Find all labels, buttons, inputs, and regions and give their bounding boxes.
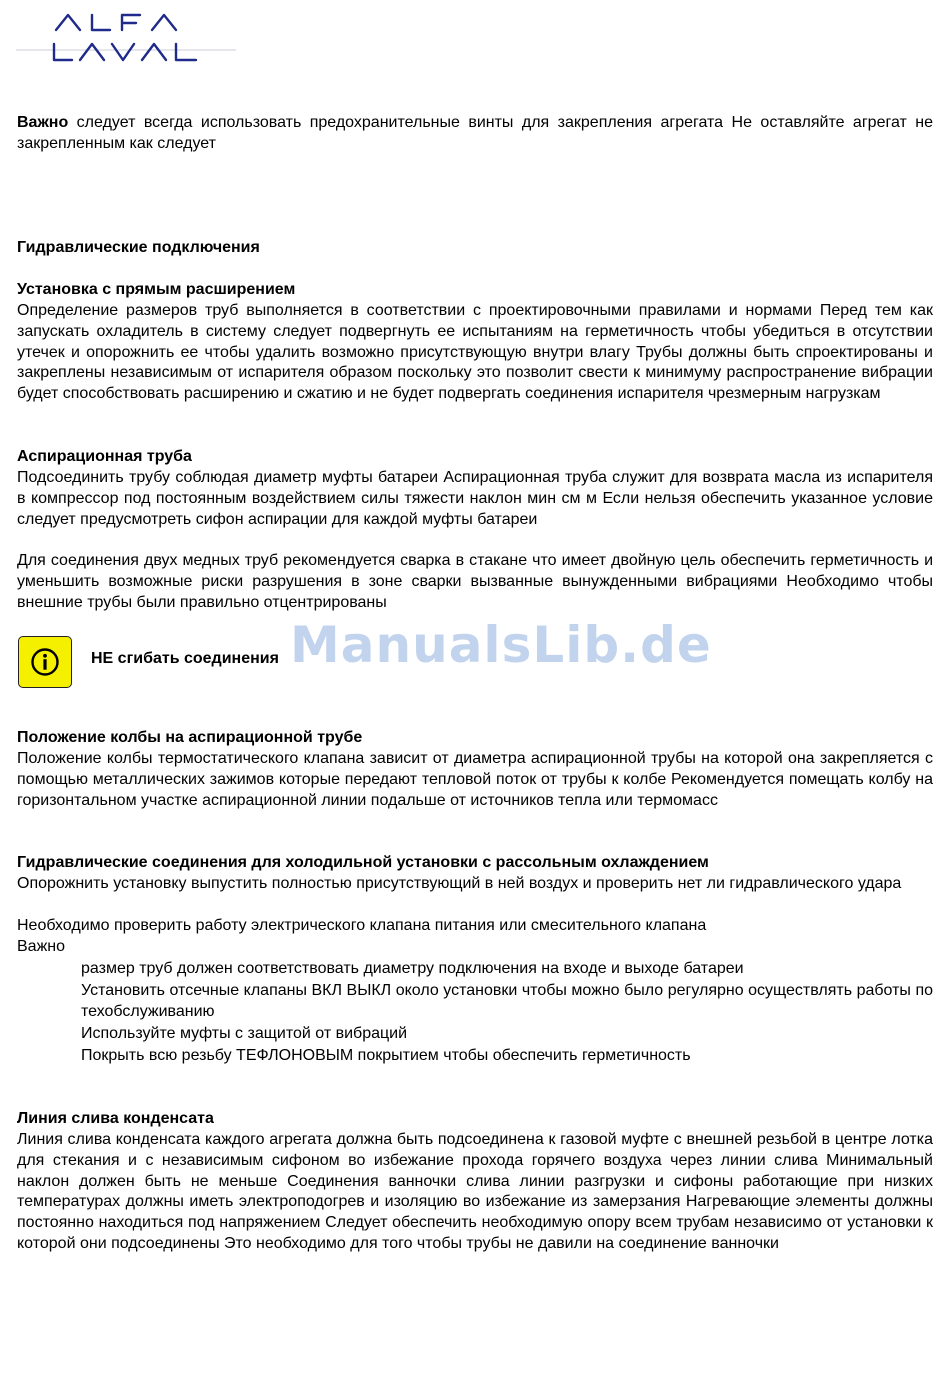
condensate-text: Линия слива конденсата каждого агрегата должна быть подсоединена к газовой муфте с внешней резьбой в центре лотка для стекания и с независимым сифоном во избежание прохода горячего воздуха через линии слива Минимальный наклон должен быть не меньше Соединения ванночки слива линии разгрузки и сифоны работающие при низких температурах должны иметь электроподогрев и изоляцию во избежание из замерзания Нагревающие элементы должны постоянно находиться под напряжением Следует обеспечить необходимую опору всем трубам независимо от установки к которой они подсоединены Это необходимо для того чтобы трубы не давили на соединение ванночки	[17, 1131, 933, 1252]
list-item: размер труб должен соответствовать диаметру подключения на входе и выходе батареи	[81, 960, 744, 977]
alfa-laval-logo	[16, 6, 236, 68]
suction-pipe-text-1: Подсоединить трубу соблюдая диаметр муфты батареи Аспирационная труба служит для возврата масла из испарителя в компрессор под постоянным воздействием силы тяжести наклон мин см м Если нельзя обеспечить указанное условие следует предусмотреть сифон аспирации для каждой муфты батареи	[17, 469, 933, 528]
section-title-hydraulic: Гидравлические подключения	[17, 239, 260, 256]
section-title-condensate: Линия слива конденсата	[17, 1110, 214, 1127]
important-text: следует всегда использовать предохранительные винты для закрепления агрегата Не оставляйте агрегат не закрепленным как следует	[17, 114, 933, 152]
section-title-suction-pipe: Аспирационная труба	[17, 448, 192, 465]
important-label: Важно	[17, 114, 69, 131]
list-item: Используйте муфты с защитой от вибраций	[81, 1025, 408, 1042]
list-item: Покрыть всю резьбу ТЕФЛОНОВЫМ покрытием чтобы обеспечить герметичность	[81, 1047, 691, 1064]
direct-expansion-text: Определение размеров труб выполняется в соответствии с проектировочными правилами и нормами Перед тем как запускать охладитель в систему следует подвергнуть ее испытаниям на герметичность чтобы убедиться в отсутствии утечек и опорожнить ее чтобы удалить возможно присутствующую внутри влагу Трубы должны быть спроектированы и закреплены независимым от испарителя образом поскольку это позволит свести к минимуму распространение вибрации будет способствовать расширению и сжатию и не будет подвергать соединения испарителя чрезмерным нагрузкам	[17, 302, 933, 403]
list-item: Установить отсечные клапаны ВКЛ ВЫКЛ около установки чтобы можно было регулярно осуществлять работы по техобслуживанию	[81, 982, 933, 1020]
section-title-bulb-position: Положение колбы на аспирационной трубе	[17, 729, 363, 746]
suction-pipe-text-2: Для соединения двух медных труб рекомендуется сварка в стакане что имеет двойную цель обеспечить герметичность и уменьшить возможные риски разрушения в зоне сварки вызванные вынужденными вибрациями Необходимо чтобы внешние трубы были правильно отцентрированы	[17, 552, 933, 611]
section-title-direct-expansion: Установка с прямым расширением	[17, 281, 296, 298]
important-note	[17, 113, 933, 155]
info-icon	[18, 636, 72, 688]
notice-text: НЕ сгибать соединения	[91, 650, 279, 667]
brine-text-2: Необходимо проверить работу электрического клапана питания или смесительного клапана	[17, 917, 707, 934]
watermark: ManualsLib.de	[290, 616, 712, 674]
brine-important-label: Важно	[17, 938, 66, 955]
bulb-position-text: Положение колбы термостатического клапана зависит от диаметра аспирационной трубы на которой она закрепляется с помощью металлических зажимов которые передают тепловой поток от трубы к колбе Рекомендуется помещать колбу на горизонтальном участке аспирационной линии подальше от источников тепла или термомасс	[17, 750, 933, 809]
section-title-brine: Гидравлические соединения для холодильной установки с рассольным охлаждением	[17, 854, 709, 871]
brine-text-1: Опорожнить установку выпустить полностью присутствующий в ней воздух и проверить нет ли гидравлического удара	[17, 875, 902, 892]
